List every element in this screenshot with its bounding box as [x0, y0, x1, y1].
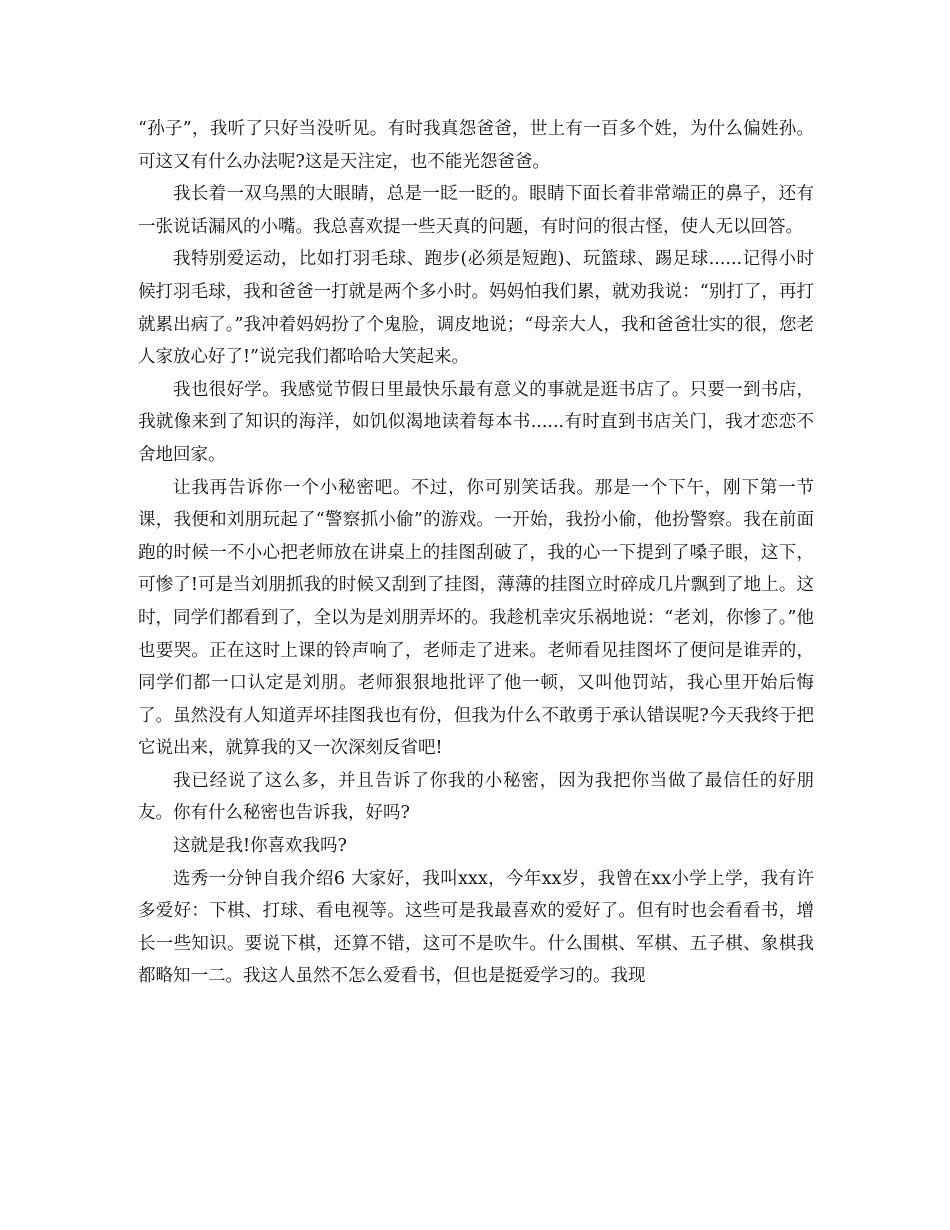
paragraph-sports: 我特别爱运动，比如打羽毛球、跑步(必须是短跑)、玩篮球、踢足球......记得小时候打羽毛球，我和爸爸一打就是两个多小时。妈妈怕我们累，就劝我说：“别打了，再打就累出病了。”我冲着妈妈扮了个鬼脸，调皮地说；“母亲大人，我和爸爸壮实的很，您老人家放心好了!”说完我们都哈哈大笑起来。: [138, 249, 814, 368]
paragraph-question: 这就是我!你喜欢我吗?: [173, 836, 347, 857]
document-page: [138, 113, 814, 993]
paragraph-secret: 让我再告诉你一个小秘密吧。不过，你可别笑话我。那是一个下午，刚下第一节课，我便和刘朋玩起了“警察抓小偷”的游戏。一开始，我扮小偷，他扮警察。我在前面跑的时候一不小心把老师放在讲桌上的挂图刮破了，我的心一下提到了嗓子眼，这下，可惨了!可是当刘朋抓我的时候又刮到了挂图，薄薄的挂图立时碎成几片飘到了地上。这时，同学们都看到了，全以为是刘朋弄坏的。我趁机幸灾乐祸地说：“老刘，你惨了。”他也要哭。正在这时上课的铃声响了，老师走了进来。老师看见挂图坏了便问是谁弄的，同学们都一口认定是刘朋。老师狠狠地批评了他一顿，又叫他罚站，我心里开始后悔了。虽然没有人知道弄坏挂图我也有份，但我为什么不敢勇于承认错误呢?今天我终于把它说出来，就算我的又一次深刻反省吧!: [138, 477, 814, 759]
paragraph-appearance: 我长着一双乌黑的大眼睛，总是一眨一眨的。眼睛下面长着非常端正的鼻子，还有一张说话漏风的小嘴。我总喜欢提一些天真的问题，有时问的很古怪，使人无以回答。: [138, 184, 814, 237]
paragraph-reading: 我也很好学。我感觉节假日里最快乐最有意义的事就是逛书店了。只要一到书店，我就像来到了知识的海洋，如饥似渴地读着每本书......有时直到书店关门，我才恋恋不舍地回家。: [138, 379, 814, 465]
paragraph-continuation: “孙子”，我听了只好当没听见。有时我真怨爸爸，世上有一百多个姓，为什么偏姓孙。可这又有什么办法呢?这是天注定，也不能光怨爸爸。: [138, 119, 814, 172]
paragraph-introduction-6: 选秀一分钟自我介绍6 大家好，我叫xxx，今年xx岁，我曾在xx小学上学，我有许多爱好：下棋、打球、看电视等。这些可是我最喜欢的爱好了。但有时也会看看书，增长一些知识。要说下棋，还算不错，这可不是吹牛。什么围棋、军棋、五子棋、象棋我都略知一二。我这人虽然不怎么爱看书，但也是挺爱学习的。我现: [138, 868, 814, 987]
paragraph-friend: 我已经说了这么多，并且告诉了你我的小秘密，因为我把你当做了最信任的好朋友。你有什么秘密也告诉我，好吗?: [138, 770, 814, 824]
